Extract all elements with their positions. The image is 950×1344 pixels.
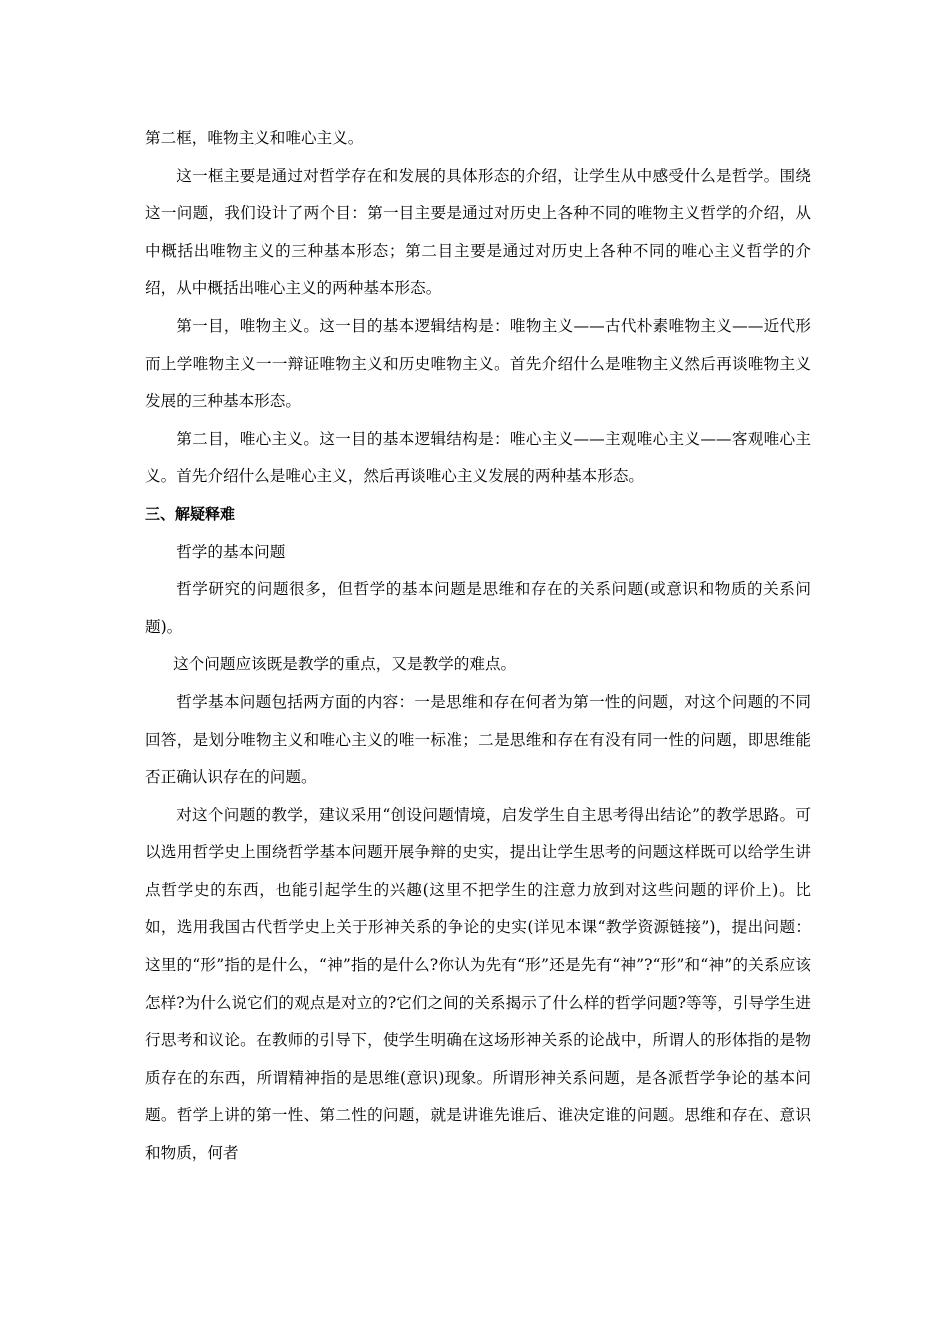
paragraph-teaching-method: 对这个问题的教学，建议采用“创设问题情境，启发学生自主思考得出结论”的教学思路。可以选用哲学史上围绕哲学基本问题开展争辩的史实，提出让学生思考的问题这样既可以给学生讲点哲学史的东西，也能引起学生的兴趣(这里不把学生的注意力放到对这些问题的评价上)。比如，选用我国古代哲学史上关于形神关系的争论的史实(详见本课“教学资源链接”)，提出问题：这里的“形”指的是什么，“神”指的是什么?你认为先有“形”还是先有“神”?“形”和“神”的关系应该怎样?为什么说它们的观点是对立的?它们之间的关系揭示了什么样的哲学问题?等等，引导学生进行思考和议论。在教师的引导下，使学生明确在这场形神关系的论战中，所谓人的形体指的是物质存在的东西，所谓精神指的是思维(意识)现象。所谓形神关系问题，是各派哲学争论的基本问题。哲学上讲的第一性、第二性的问题，就是讲谁先谁后、谁决定谁的问题。思维和存在、意识和物质，何者 [145,805,811,1163]
paragraph-idealism: 第二目，唯心主义。这一目的基本逻辑结构是：唯心主义——主观唯心主义——客观唯心主义。首先介绍什么是唯心主义，然后再谈唯心主义发展的两种基本形态。 [145,429,811,486]
paragraph-basic-question-title: 哲学的基本问题 [176,542,286,561]
paragraph-basic-question: 哲学研究的问题很多，但哲学的基本问题是思维和存在的关系问题(或意识和物质的关系问题)。 [145,580,811,636]
paragraph-two-aspects: 哲学基本问题包括两方面的内容：一是思维和存在何者为第一性的问题，对这个问题的不同回答，是划分唯物主义和唯心主义的唯一标准；二是思维和存在有没有同一性的问题，即思维能否正确认识存在的问题。 [145,692,811,787]
section-heading: 三、解疑释难 [145,504,236,523]
paragraph-materialism: 第一目，唯物主义。这一目的基本逻辑结构是：唯物主义——古代朴素唯物主义——近代形而上学唯物主义一一辩证唯物主义和历史唯物主义。首先介绍什么是唯物主义然后再谈唯物主义发展的三种基本形态。 [145,316,811,411]
paragraph-section-title: 第二框，唯物主义和唯心主义。 [145,129,364,147]
document-page [145,120,811,1173]
paragraph-intro: 这一框主要是通过对哲学存在和发展的具体形态的介绍，让学生从中感受什么是哲学。围绕这一问题，我们设计了两个目：第一目主要是通过对历史上各种不同的唯物主义哲学的介绍，从中概括出唯物主义的三种基本形态；第二目主要是通过对历史上各种不同的唯心主义哲学的介绍，从中概括出唯心主义的两种基本形态。 [145,166,811,298]
paragraph-key-point: 这个问题应该既是教学的重点，又是教学的难点。 [173,655,517,674]
